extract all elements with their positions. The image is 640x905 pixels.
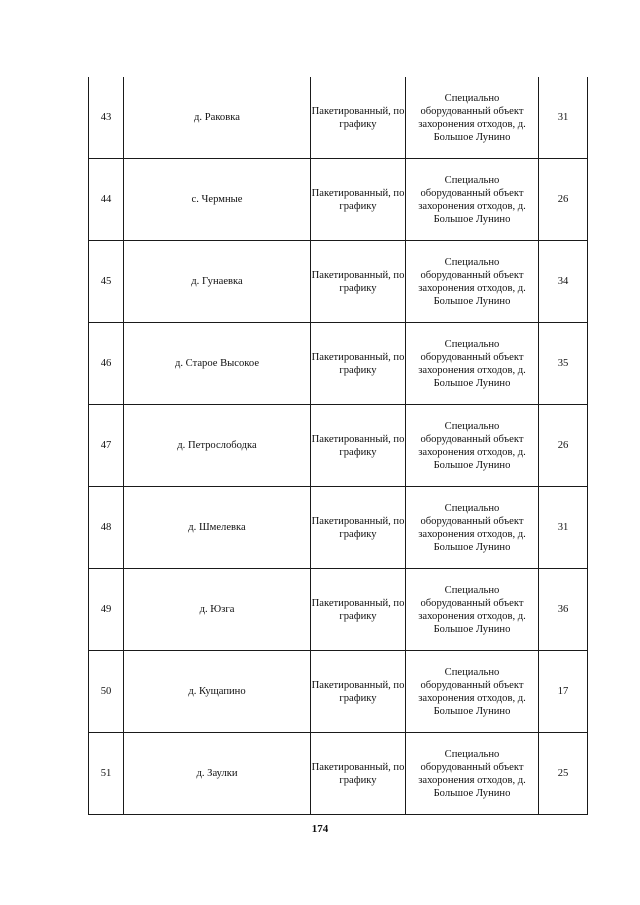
distance-value: 34 (539, 241, 588, 323)
disposal-site (406, 323, 539, 405)
disposal-site-line: Специально (444, 584, 500, 596)
collection-type: Пакетированный, по графику (311, 569, 406, 651)
disposal-site-line: Специально (444, 420, 500, 432)
disposal-site-line: Специально (444, 338, 500, 350)
disposal-site-line: захоронения отходов, д. (418, 528, 526, 540)
collection-type: Пакетированный, по графику (311, 405, 406, 487)
disposal-site (406, 159, 539, 241)
collection-type: Пакетированный, по графику (311, 241, 406, 323)
disposal-site-line: Большое Лунино (433, 787, 511, 799)
disposal-site-line: захоронения отходов, д. (418, 118, 526, 130)
disposal-site-line: Специально (444, 92, 500, 104)
row-number: 46 (89, 323, 124, 405)
settlement-name: д. Кущапино (124, 651, 311, 733)
settlement-name: д. Раковка (124, 77, 311, 159)
settlement-name: д. Заулки (124, 733, 311, 815)
disposal-site (406, 241, 539, 323)
row-number: 51 (89, 733, 124, 815)
settlement-name: с. Чермные (124, 159, 311, 241)
collection-type: Пакетированный, по графику (311, 487, 406, 569)
disposal-site-line: захоронения отходов, д. (418, 610, 526, 622)
disposal-site (406, 569, 539, 651)
settlement-name: д. Юзга (124, 569, 311, 651)
table-row (89, 569, 588, 651)
row-number: 45 (89, 241, 124, 323)
disposal-site-line: захоронения отходов, д. (418, 692, 526, 704)
disposal-site-line: оборудованный объект (420, 105, 524, 117)
table-row (89, 77, 588, 159)
distance-value: 31 (539, 77, 588, 159)
collection-type: Пакетированный, по графику (311, 77, 406, 159)
disposal-site (406, 487, 539, 569)
disposal-site-line: захоронения отходов, д. (418, 282, 526, 294)
row-number: 44 (89, 159, 124, 241)
settlement-name: д. Старое Высокое (124, 323, 311, 405)
disposal-site-line: Специально (444, 174, 500, 186)
distance-value: 36 (539, 569, 588, 651)
settlement-name: д. Шмелевка (124, 487, 311, 569)
disposal-site-line: Большое Лунино (433, 623, 511, 635)
collection-type: Пакетированный, по графику (311, 323, 406, 405)
disposal-site-line: Специально (444, 256, 500, 268)
distance-value: 17 (539, 651, 588, 733)
collection-type: Пакетированный, по графику (311, 733, 406, 815)
distance-value: 26 (539, 405, 588, 487)
disposal-site-line: оборудованный объект (420, 515, 524, 527)
disposal-site-line: Большое Лунино (433, 295, 511, 307)
disposal-site-line: оборудованный объект (420, 187, 524, 199)
table-row (89, 241, 588, 323)
distance-value: 25 (539, 733, 588, 815)
disposal-site (406, 733, 539, 815)
distance-value: 26 (539, 159, 588, 241)
distance-value: 31 (539, 487, 588, 569)
disposal-site-line: оборудованный объект (420, 597, 524, 609)
disposal-site-line: Специально (444, 748, 500, 760)
disposal-site-line: захоронения отходов, д. (418, 774, 526, 786)
settlement-name: д. Петрослободка (124, 405, 311, 487)
disposal-site (406, 651, 539, 733)
settlement-name: д. Гунаевка (124, 241, 311, 323)
disposal-site-line: Большое Лунино (433, 541, 511, 553)
table-row (89, 733, 588, 815)
disposal-site-line: Специально (444, 666, 500, 678)
disposal-site (406, 77, 539, 159)
disposal-site-line: оборудованный объект (420, 433, 524, 445)
disposal-site-line: оборудованный объект (420, 761, 524, 773)
disposal-site-line: Большое Лунино (433, 459, 511, 471)
disposal-site-line: оборудованный объект (420, 679, 524, 691)
page-number: 174 (311, 823, 329, 835)
disposal-site-line: Большое Лунино (433, 705, 511, 717)
table-row (89, 159, 588, 241)
table-row (89, 323, 588, 405)
disposal-site-line: оборудованный объект (420, 269, 524, 281)
row-number: 50 (89, 651, 124, 733)
table-row (89, 651, 588, 733)
row-number: 49 (89, 569, 124, 651)
table-body (89, 77, 588, 815)
settlements-table (88, 77, 588, 815)
disposal-site-line: захоронения отходов, д. (418, 364, 526, 376)
row-number: 47 (89, 405, 124, 487)
row-number: 43 (89, 77, 124, 159)
disposal-site-line: захоронения отходов, д. (418, 200, 526, 212)
disposal-site-line: оборудованный объект (420, 351, 524, 363)
table-row (89, 405, 588, 487)
distance-value: 35 (539, 323, 588, 405)
disposal-site-line: Большое Лунино (433, 213, 511, 225)
collection-type: Пакетированный, по графику (311, 651, 406, 733)
disposal-site-line: Специально (444, 502, 500, 514)
disposal-site-line: захоронения отходов, д. (418, 446, 526, 458)
collection-type: Пакетированный, по графику (311, 159, 406, 241)
table-row (89, 487, 588, 569)
disposal-site-line: Большое Лунино (433, 377, 511, 389)
disposal-site (406, 405, 539, 487)
disposal-site-line: Большое Лунино (433, 131, 511, 143)
row-number: 48 (89, 487, 124, 569)
